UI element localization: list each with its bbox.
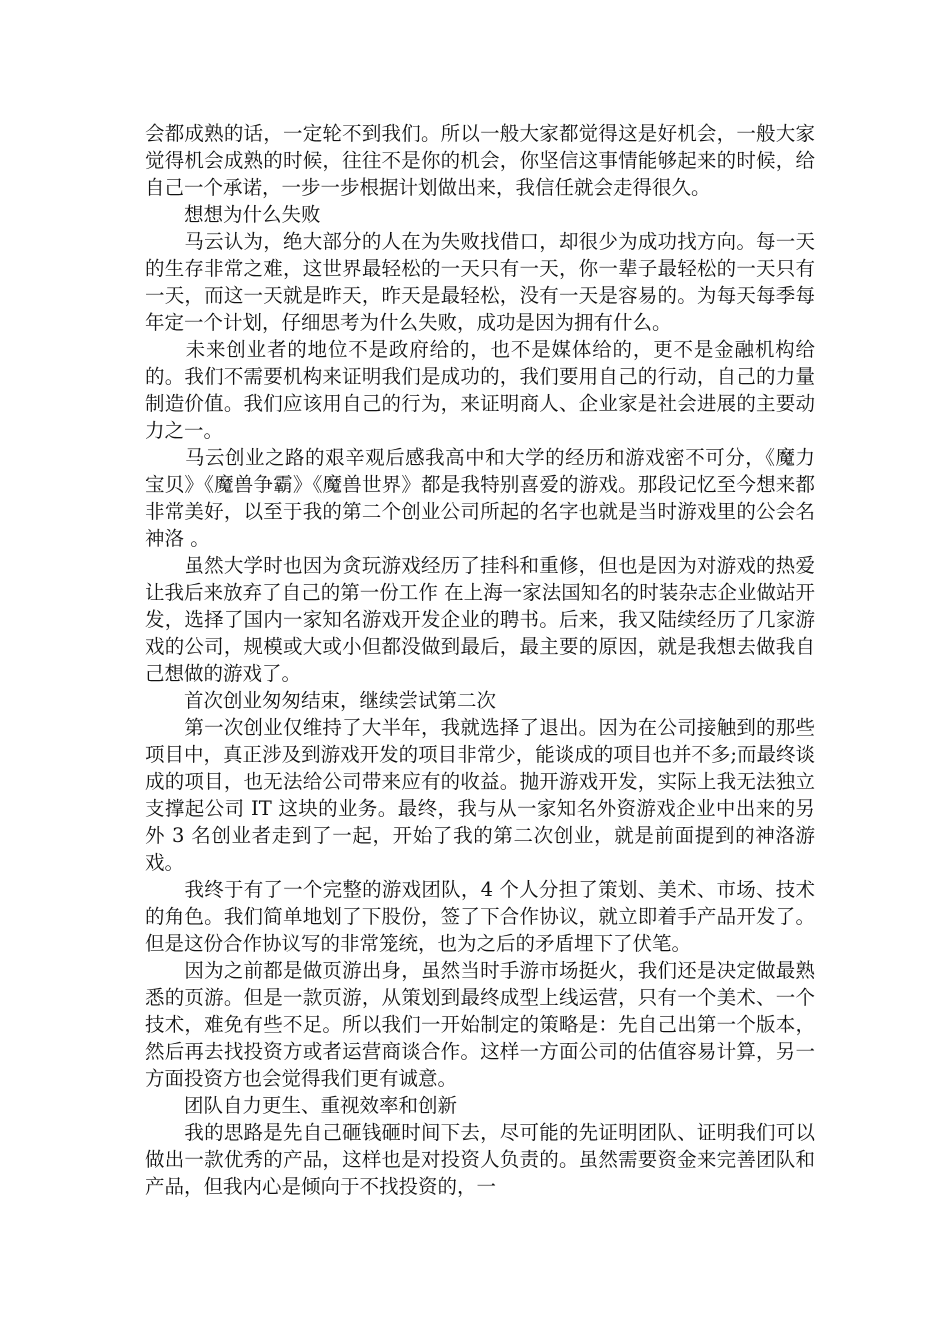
document-page (145, 120, 822, 1200)
paragraph: 因为之前都是做页游出身，虽然当时手游市场挺火，我们还是决定做最熟悉的页游。但是一款页游，从策划到最终成型上线运营，只有一个美术、一个技术，难免有些不足。所以我们一开始制定的策略是：先自己出第一个版本，然后再去找投资方或者运营商谈合作。这样一方面公司的估值容易计算，另一方面投资方也会觉得我们更有诚意。 (145, 959, 815, 1090)
paragraph: 马云创业之路的艰辛观后感我高中和大学的经历和游戏密不可分，《魔力宝贝》《魔兽争霸》《魔兽世界》都是我特别喜爱的游戏。那段记忆至今想来都非常美好，以至于我的第二个创业公司所起的名字也就是当时游戏里的公会名 神洛 。 (145, 446, 822, 550)
paragraph: 我的思路是先自己砸钱砸时间下去，尽可能的先证明团队、证明我们可以做出一款优秀的产品，这样也是对投资人负责的。虽然需要资金来完善团队和产品，但我内心是倾向于不找投资的，一 (145, 1121, 815, 1198)
section-heading: 团队自力更生、重视效率和创新 (145, 1094, 458, 1117)
paragraph: 虽然大学时也因为贪玩游戏经历了挂科和重修，但也是因为对游戏的热爱让我后来放弃了自己的第一份工作 在上海一家法国知名的时装杂志企业做站开发，选择了国内一家知名游戏开发企业的聘书。后来，我又陆续经历了几家游戏的公司，规模或大或小但都没做到最后，最主要的原因，就是我想去做我自己想做的游戏了。 (145, 554, 815, 685)
paragraph: 马云认为，绝大部分的人在为失败找借口，却很少为成功找方向。每一天的生存非常之难，这世界最轻松的一天只有一天，你一辈子最轻松的一天只有一天，而这一天就是昨天，昨天是最轻松，没有一天是容易的。为每天每季每年定一个计划，仔细思考为什么失败，成功是因为拥有什么。 (145, 230, 815, 334)
section-heading: 首次创业匆匆结束，继续尝试第二次 (145, 689, 497, 712)
paragraph: 未来创业者的地位不是政府给的，也不是媒体给的，更不是金融机构给的。我们不需要机构来证明我们是成功的，我们要用自己的行动，自己的力量制造价值。我们应该用自己的行为，来证明商人、企业家是社会进展的主要动力之一。 (145, 338, 815, 442)
paragraph: 我终于有了一个完整的游戏团队，4 个人分担了策划、美术、市场、技术的角色。我们简单地划了下股份，签了下合作协议，就立即着手产品开发了。但是这份合作协议写的非常笼统，也为之后的矛盾埋下了伏笔。 (145, 878, 815, 955)
paragraph: 第一次创业仅维持了大半年，我就选择了退出。因为在公司接触到的那些项目中，真正涉及到游戏开发的项目非常少，能谈成的项目也并不多;而最终谈成的项目，也无法给公司带来应有的收益。抛开游戏开发，实际上我无法独立支撑起公司 IT 这块的业务。最终，我与从一家知名外资游戏企业中出来的另外 3 名创业者走到了一起，开始了我的第二次创业，就是前面提到的神洛游戏。 (145, 716, 815, 874)
paragraph: 会都成熟的话，一定轮不到我们。所以一般大家都觉得这是好机会，一般大家觉得机会成熟的时候，往往不是你的机会，你坚信这事情能够起来的时候，给自己一个承诺，一步一步根据计划做出来，我信任就会走得很久。 (145, 122, 815, 199)
section-heading: 想想为什么失败 (145, 203, 321, 226)
